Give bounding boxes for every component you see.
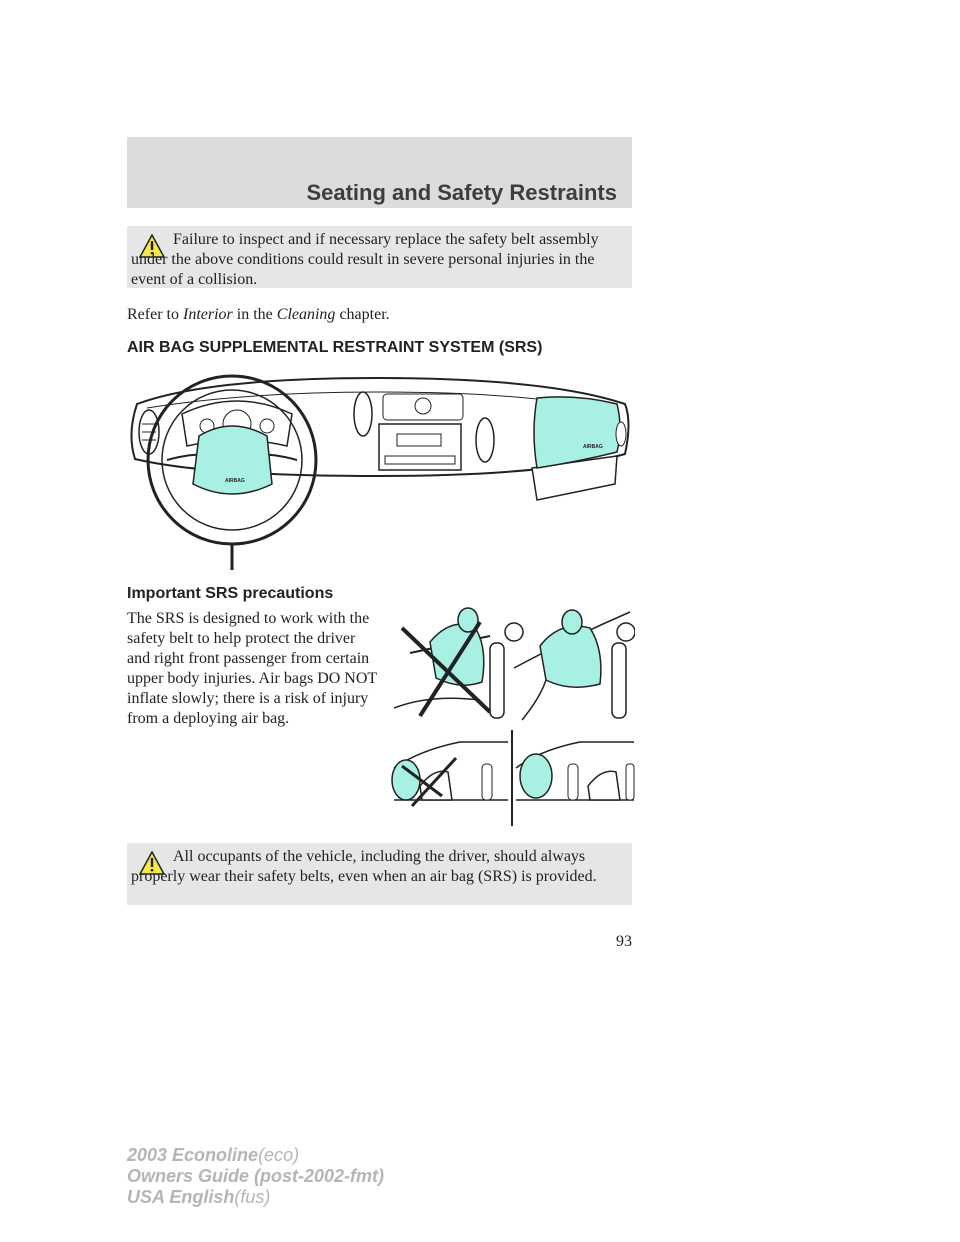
footer-line-1: 2003 Econoline(eco): [127, 1145, 300, 1165]
refer-cleaning-link: Cleaning: [276, 306, 336, 323]
warning-box: [127, 843, 632, 905]
occupant-position-illustration: [390, 598, 635, 723]
refer-paragraph: [127, 305, 632, 325]
section-heading: AIR BAG SUPPLEMENTAL RESTRAINT SYSTEM (SRS): [127, 339, 543, 356]
child-seat-illustration: [390, 728, 635, 828]
refer-text: chapter.: [335, 306, 390, 323]
footer-line-2: Owners Guide (post-2002-fmt): [127, 1166, 385, 1186]
passenger-airbag-label: AIRBAG: [583, 444, 603, 450]
refer-interior-link: Interior: [182, 306, 233, 323]
refer-text: Refer to: [127, 306, 183, 323]
refer-text: in the: [232, 306, 277, 323]
page-number: 93: [616, 933, 632, 950]
footer-line-3: USA English(fus): [127, 1187, 271, 1207]
footer: [127, 1145, 384, 1208]
warning-box: [127, 226, 632, 288]
precautions-text: The SRS is designed to work with the safety belt to help protect the driver and right front passenger from certain upper body injuries. Air bags DO NOT inflate slowly; there is a risk of injury from a deploying air bag.: [127, 610, 377, 727]
steering-airbag-label: AIRBAG: [225, 478, 245, 484]
warning-text: Failure to inspect and if necessary replace the safety belt assembly under the above conditions could result in severe personal injuries in the event of a collision.: [131, 231, 599, 288]
precautions-heading: Important SRS precautions: [127, 585, 334, 602]
warning-text: All occupants of the vehicle, including the driver, should always properly wear their safety belts, even when an air bag (SRS) is provided.: [131, 848, 597, 885]
page-title: Seating and Safety Restraints: [306, 180, 617, 205]
dashboard-airbag-illustration: [127, 364, 632, 574]
